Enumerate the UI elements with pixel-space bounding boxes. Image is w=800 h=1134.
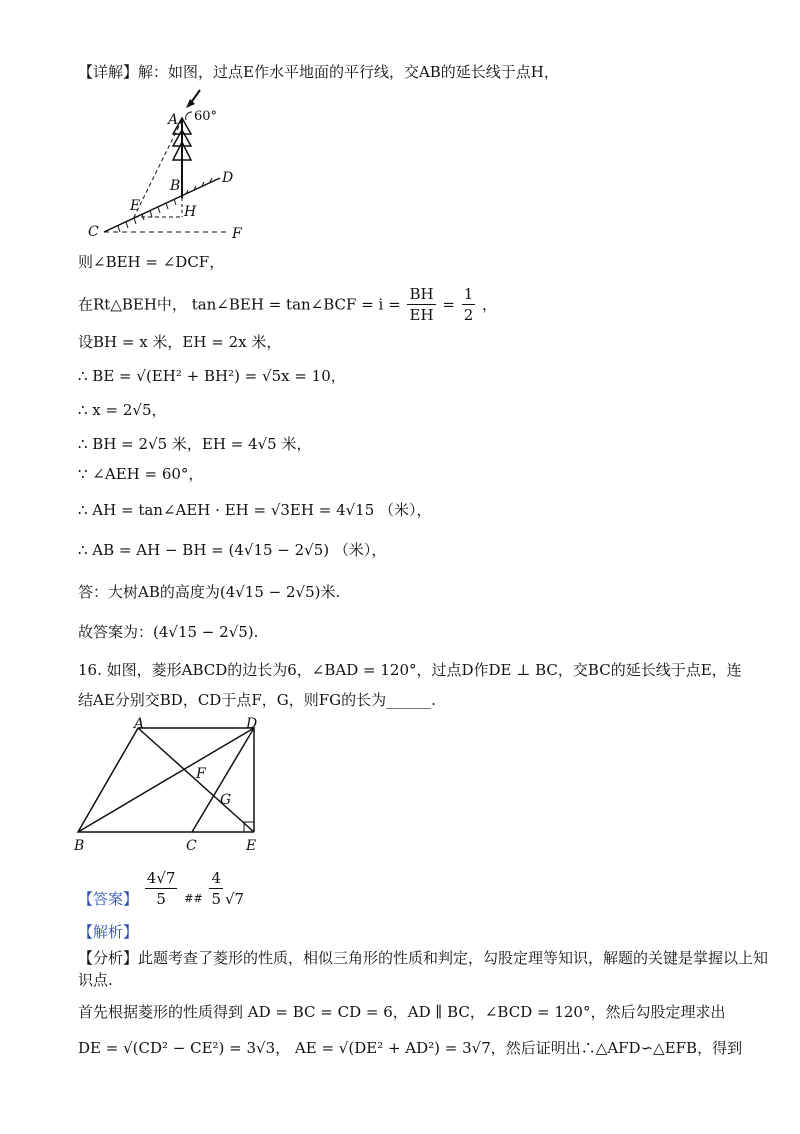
label-C: C [88, 224, 99, 240]
analysis-line1: 【分析】此题考查了菱形的性质，相似三角形的性质和判定，勾股定理等知识，解题的关键是掌握以上知 [78, 949, 769, 967]
tan-line: 在Rt△BEH中， tan∠BEH = tan∠BCF = i = $\frac{BH}{EH}$ = $\frac{1}{2}$ ， [78, 285, 498, 324]
label-A2: A [134, 716, 145, 732]
fraction-one-half: $\frac{1}{2}$ [463, 285, 474, 324]
answer-separator: ## [184, 892, 203, 905]
label-G2: G [220, 792, 232, 808]
label-E: E [130, 198, 141, 214]
ah-equation: ∴ AH = tan∠AEH · EH = √3EH = 4√15 （米）， [78, 501, 432, 519]
analysis-line3: 首先根据菱形的性质得到 AD = BC = CD = 6，AD ∥ BC，∠BCD = 120°，然后勾股定理求出 [78, 1003, 726, 1021]
label-D2: D [246, 716, 258, 732]
rt-triangle-prefix: 在Rt△BEH中， [78, 295, 187, 314]
tan-expression: tan∠BEH = tan∠BCF = i = [191, 295, 401, 314]
answer-fraction: $\frac{4√7}{5}$ [146, 869, 176, 908]
bh-eh-values: ∴ BH = 2√5 米，EH = 4√5 米， [78, 435, 312, 453]
question-16-line2: 结AE分别交BD，CD于点F，G，则FG的长为______. [78, 691, 436, 709]
angle-aeh: ∵ ∠AEH = 60°， [78, 465, 204, 483]
label-H: H [184, 204, 197, 220]
angle-equality: 则∠BEH = ∠DCF， [78, 253, 225, 271]
x-value: ∴ x = 2√5， [78, 401, 167, 419]
rhombus-figure [72, 716, 272, 854]
label-angle-60: 60° [194, 109, 218, 124]
analysis-line4: DE = √(CD² − CE²) = 3√3， AE = √(DE² + AD²) = 3√7，然后证明出∴△AFD∽△EFB，得到 [78, 1039, 743, 1057]
label-F2: F [196, 766, 206, 782]
answer-block [78, 868, 244, 909]
label-B2: B [74, 838, 85, 854]
label-D: D [222, 170, 234, 186]
be-equation: ∴ BE = √(EH² + BH²) = √5x = 10， [78, 367, 346, 385]
analysis-label: 【解析】 [78, 923, 139, 941]
label-C2: C [186, 838, 197, 854]
label-E2: E [246, 838, 257, 854]
let-variables: 设BH = x 米，EH = 2x 米， [78, 333, 282, 351]
question-16-line1: 16. 如图，菱形ABCD的边长为6，∠BAD = 120°，过点D作DE ⊥ BC，交BC的延长线于点E，连 [78, 661, 742, 679]
answer-sqrt7: √7 [225, 890, 245, 908]
solution-intro: 【详解】解：如图，过点E作水平地面的平行线，交AB的延长线于点H， [78, 63, 559, 81]
answer-fraction-2: $\frac{4}{5}$ [211, 869, 221, 908]
analysis-line2: 识点. [78, 971, 113, 989]
answer-statement: 答：大树AB的高度为(4√15 − 2√5)米. [78, 583, 341, 601]
label-A: A [168, 112, 179, 128]
label-F: F [232, 226, 242, 242]
label-B: B [170, 178, 181, 194]
answer-label: 【答案】 [78, 890, 139, 908]
tree-slope-figure [82, 86, 282, 244]
final-answer: 故答案为：(4√15 − 2√5). [78, 623, 259, 641]
fraction-bh-eh: $\frac{BH}{EH}$ [409, 285, 434, 324]
ab-equation: ∴ AB = AH − BH = (4√15 − 2√5) （米）， [78, 541, 387, 559]
